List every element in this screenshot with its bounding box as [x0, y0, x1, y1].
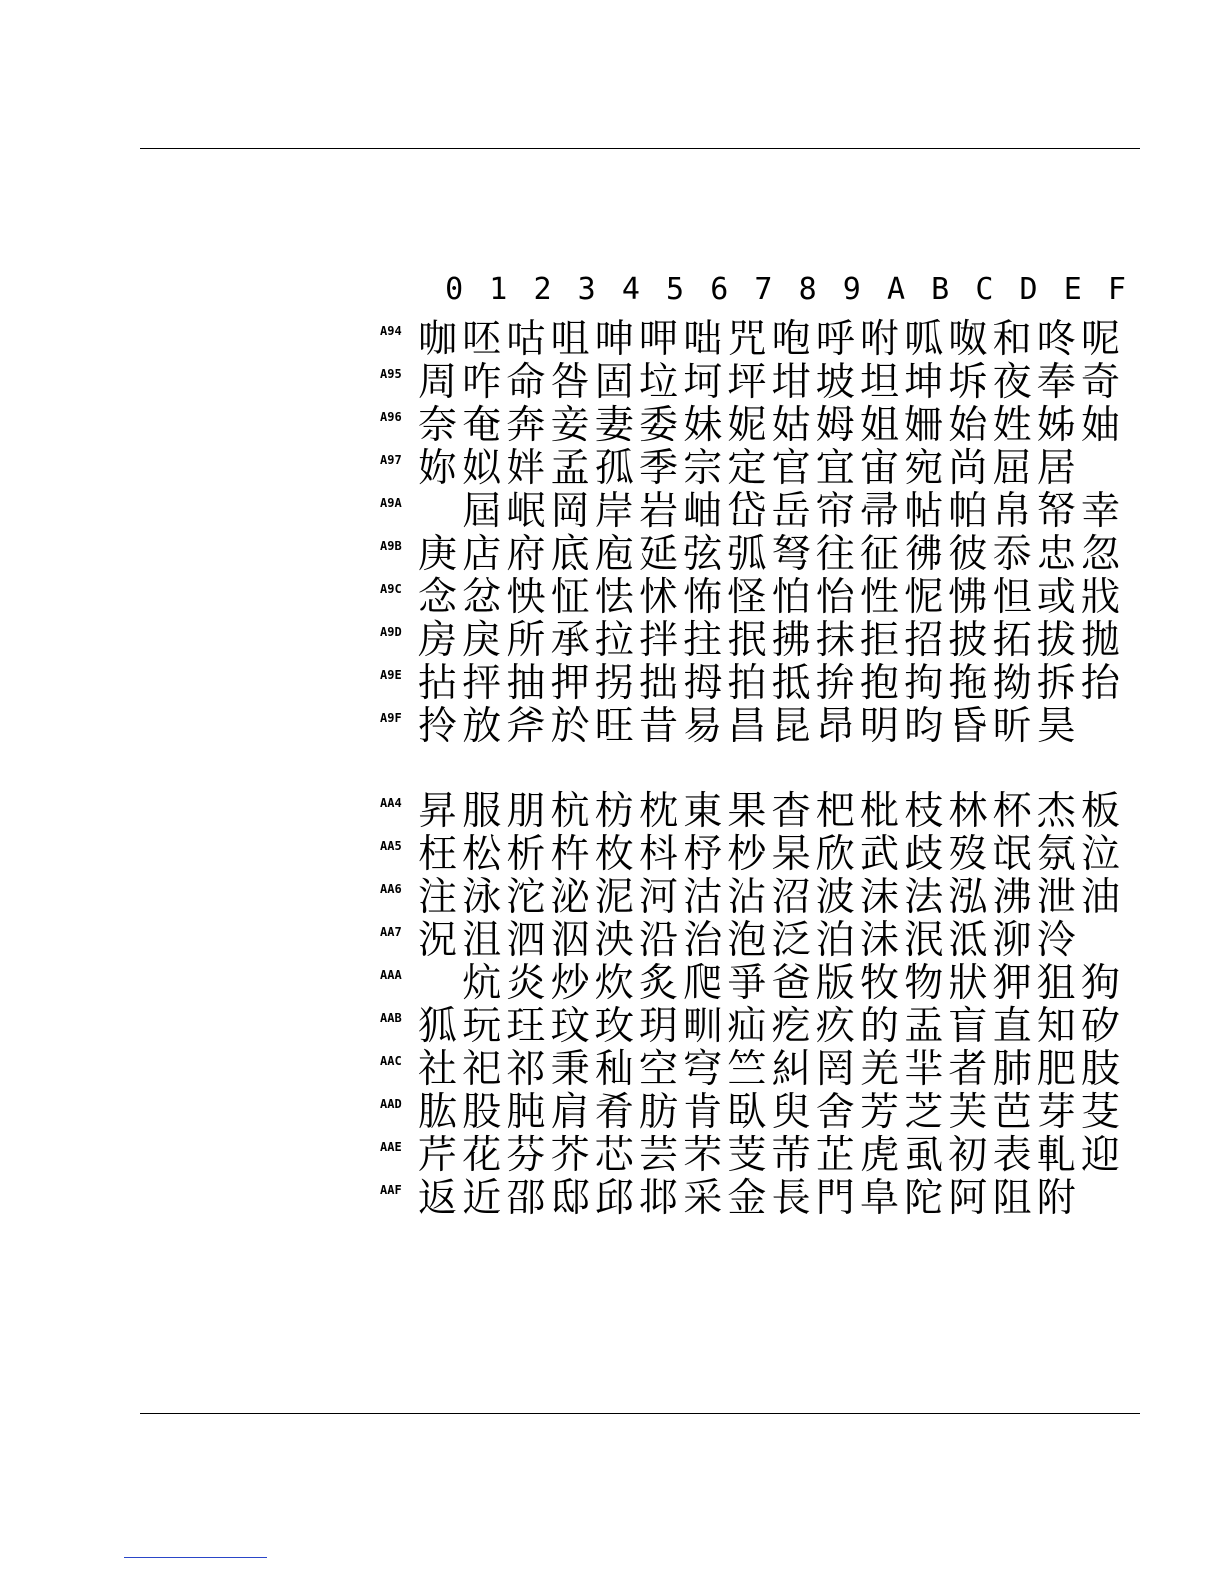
- row-code: AA4: [380, 795, 402, 810]
- row-code: A9A: [380, 495, 402, 510]
- code-table-block-a9: [380, 318, 1125, 748]
- column-header-row: [432, 270, 1139, 310]
- code-row: [380, 576, 1125, 619]
- code-row: [380, 1177, 1125, 1220]
- column-header: B: [931, 272, 950, 307]
- column-header: 8: [798, 272, 817, 307]
- row-code: A9F: [380, 710, 402, 725]
- row-code: AA6: [380, 881, 402, 896]
- column-header: 7: [754, 272, 773, 307]
- column-header: 5: [666, 272, 685, 307]
- code-row: [380, 1005, 1125, 1048]
- column-header: 4: [621, 272, 640, 307]
- column-header: 0: [445, 272, 464, 307]
- row-characters: 昇服朋杭枋枕東果杳杷枇枝林杯杰板: [418, 789, 1126, 834]
- code-row: [380, 318, 1125, 361]
- column-header: F: [1107, 272, 1126, 307]
- row-characters: 炕炎炒炊炙爬爭爸版牧物狀狎狙狗: [418, 961, 1126, 1006]
- row-characters: 拈抨抽押拐拙拇拍抵拚抱拘拖拗拆抬: [418, 661, 1126, 706]
- row-code: A9D: [380, 624, 402, 639]
- column-header: D: [1019, 272, 1038, 307]
- code-row: [380, 447, 1125, 490]
- code-row: [380, 1134, 1125, 1177]
- footer-link-underline: [124, 1557, 267, 1558]
- row-characters: 庚店府底庖延弦弧弩往征彿彼忝忠忽: [418, 532, 1126, 577]
- column-header: 6: [710, 272, 729, 307]
- row-characters: 枉松析杵枚枓杼杪杲欣武歧歿氓氛泣: [418, 832, 1126, 877]
- row-characters: 狐玩玨玟玫玥甽疝疙疚的盂盲直知矽: [418, 1004, 1126, 1049]
- row-characters: 咖呸咕咀呻呷咄咒咆呼咐呱呶和咚呢: [418, 317, 1126, 362]
- code-row: [380, 404, 1125, 447]
- column-header: 3: [577, 272, 596, 307]
- row-code: AA5: [380, 838, 402, 853]
- code-row: [380, 876, 1125, 919]
- row-code: A96: [380, 409, 402, 424]
- code-row: [380, 1048, 1125, 1091]
- code-row: [380, 533, 1125, 576]
- row-code: A9B: [380, 538, 402, 553]
- column-header: 1: [489, 272, 508, 307]
- row-code: AA7: [380, 924, 402, 939]
- code-row: [380, 833, 1125, 876]
- row-characters: 注泳沱泌泥河沽沾沼波沫法泓沸泄油: [418, 875, 1126, 920]
- code-row: [380, 662, 1125, 705]
- code-row: [380, 705, 1125, 748]
- column-header: C: [975, 272, 994, 307]
- footer-rule: [140, 1413, 1140, 1414]
- row-characters: 奈奄奔妾妻委妹妮姑姆姐姍始姓姊妯: [418, 403, 1126, 448]
- row-characters: 況沮泗泅泱沿治泡泛泊沬泯泜泖泠: [418, 918, 1082, 963]
- column-header: 2: [533, 272, 552, 307]
- row-code: AAC: [380, 1053, 402, 1068]
- code-row: [380, 490, 1125, 533]
- code-row: [380, 361, 1125, 404]
- row-code: AAD: [380, 1096, 402, 1111]
- code-row: [380, 619, 1125, 662]
- column-header: E: [1063, 272, 1082, 307]
- row-characters: 芹花芬芥芯芸芣芰芾芷虎虱初表軋迎: [418, 1133, 1126, 1178]
- row-characters: 周咋命咎固垃坷坪坩坡坦坤坼夜奉奇: [418, 360, 1126, 405]
- row-code: A95: [380, 366, 402, 381]
- row-code: A9E: [380, 667, 402, 682]
- row-characters: 妳姒姅孟孤季宗定官宜宙宛尚屈居: [418, 446, 1082, 491]
- row-code: AAF: [380, 1182, 402, 1197]
- column-header: 9: [842, 272, 861, 307]
- row-code: AAA: [380, 967, 402, 982]
- row-characters: 屆岷岡岸岩岫岱岳帘帚帖帕帛帑幸: [418, 489, 1126, 534]
- row-characters: 社祀祁秉秈空穹竺糾罔羌羋者肺肥肢: [418, 1047, 1126, 1092]
- code-row: [380, 919, 1125, 962]
- row-characters: 房戾所承拉拌拄抿拂抹拒招披拓拔拋: [418, 618, 1126, 663]
- code-row: [380, 962, 1125, 1005]
- row-code: A94: [380, 323, 402, 338]
- row-characters: 肱股肫肩肴肪肯臥臾舍芳芝芙芭芽芟: [418, 1090, 1126, 1135]
- code-row: [380, 1091, 1125, 1134]
- code-row: [380, 790, 1125, 833]
- row-characters: 念忿怏怔怯怵怖怪怕怡性怩怫怛或戕: [418, 575, 1126, 620]
- column-header: A: [886, 272, 905, 307]
- row-code: A97: [380, 452, 402, 467]
- row-code: AAE: [380, 1139, 402, 1154]
- header-rule: [140, 148, 1140, 149]
- row-characters: 拎放斧於旺昔易昌昆昂明昀昏昕昊: [418, 704, 1082, 749]
- row-characters: 返近邵邸邱邶采金長門阜陀阿阻附: [418, 1176, 1082, 1221]
- code-table-block-aa: [380, 790, 1125, 1220]
- row-code: AAB: [380, 1010, 402, 1025]
- row-code: A9C: [380, 581, 402, 596]
